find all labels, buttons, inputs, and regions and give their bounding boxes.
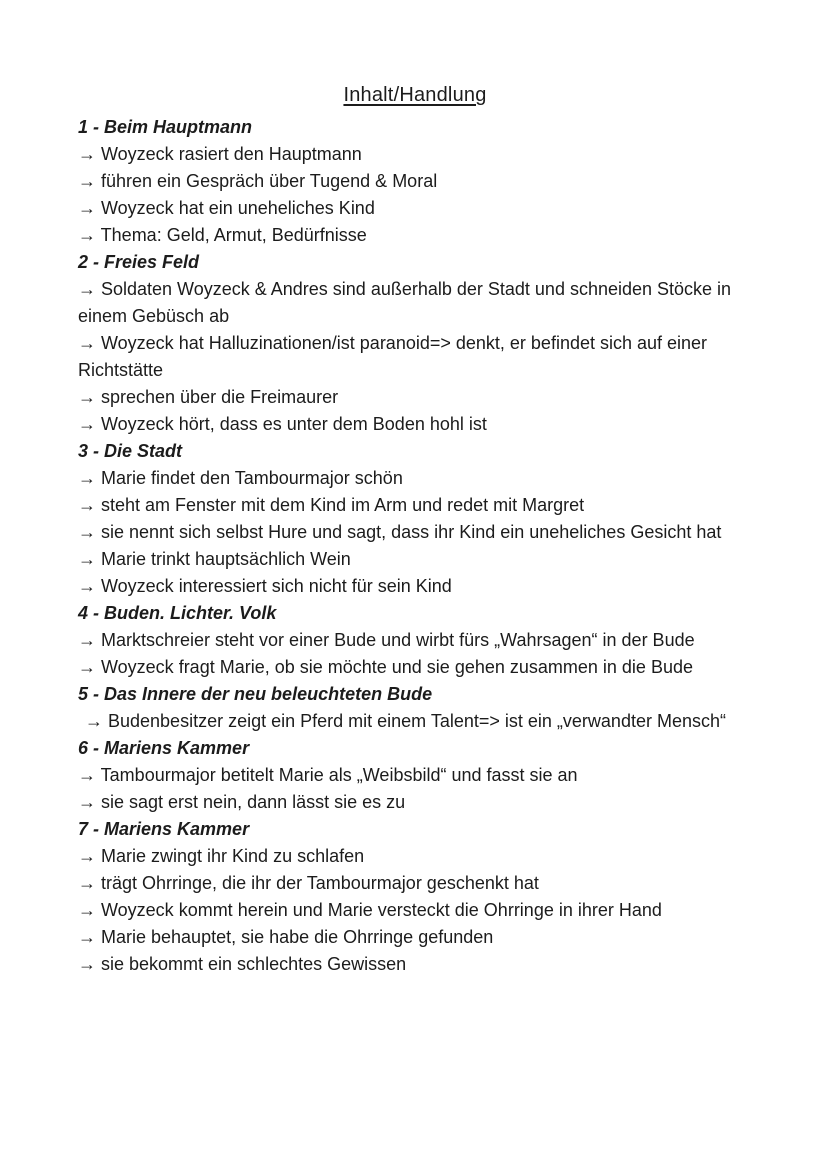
list-item: → Marie zwingt ihr Kind zu schlafen — [78, 846, 365, 866]
list-item: → Woyzeck kommt herein und Marie versteckt die Ohrringe in ihrer Hand — [78, 900, 662, 920]
list-item: → sie sagt erst nein, dann lässt sie es zu — [78, 792, 406, 812]
section-freies-feld — [78, 249, 752, 438]
page-title: Inhalt/Handlung — [343, 84, 487, 106]
list-item: → Thema: Geld, Armut, Bedürfnisse — [78, 225, 367, 245]
list-item: → sie nennt sich selbst Hure und sagt, dass ihr Kind ein uneheliches Gesicht hat — [78, 522, 722, 542]
list-item: → Woyzeck hat ein uneheliches Kind — [78, 198, 375, 218]
list-item: → steht am Fenster mit dem Kind im Arm und redet mit Margret — [78, 495, 585, 515]
section-buden-lichter-volk — [78, 600, 752, 681]
list-item: → Tambourmajor betitelt Marie als „Weibsbild“ und fasst sie an — [78, 765, 578, 785]
list-item: → führen ein Gespräch über Tugend & Moral — [78, 171, 438, 191]
section-mariens-kammer-6 — [78, 735, 752, 816]
list-item: → Woyzeck interessiert sich nicht für sein Kind — [78, 576, 452, 596]
list-item: → Woyzeck fragt Marie, ob sie möchte und sie gehen zusammen in die Bude — [78, 657, 693, 677]
document-content — [78, 114, 752, 978]
list-item: → Marie trinkt hauptsächlich Wein — [78, 549, 351, 569]
list-item: → Woyzeck rasiert den Hauptmann — [78, 144, 362, 164]
section-die-stadt — [78, 438, 752, 600]
list-item: → Soldaten Woyzeck & Andres sind außerhalb der Stadt und schneiden Stöcke in einem Gebüsch ab — [78, 279, 732, 326]
list-item: → Woyzeck hört, dass es unter dem Boden hohl ist — [78, 414, 487, 434]
section-heading: 6 - Mariens Kammer — [78, 738, 250, 758]
section-heading: 1 - Beim Hauptmann — [78, 117, 253, 137]
list-item: → sie bekommt ein schlechtes Gewissen — [78, 954, 407, 974]
section-heading: 3 - Die Stadt — [78, 441, 183, 461]
section-heading: 5 - Das Innere der neu beleuchteten Bude — [78, 684, 433, 704]
section-heading: 7 - Mariens Kammer — [78, 819, 250, 839]
section-das-innere-der-bude — [78, 681, 752, 735]
list-item: → Budenbesitzer zeigt ein Pferd mit einem Talent=> ist ein „verwandter Mensch“ — [85, 711, 726, 731]
list-item: → sprechen über die Freimaurer — [78, 387, 339, 407]
section-heading: 2 - Freies Feld — [78, 252, 200, 272]
list-item: → Marktschreier steht vor einer Bude und wirbt fürs „Wahrsagen“ in der Bude — [78, 630, 695, 650]
section-beim-hauptmann — [78, 114, 752, 249]
list-item: → trägt Ohrringe, die ihr der Tambourmajor geschenkt hat — [78, 873, 539, 893]
list-item: → Marie findet den Tambourmajor schön — [78, 468, 403, 488]
list-item: → Marie behauptet, sie habe die Ohrringe gefunden — [78, 927, 494, 947]
section-mariens-kammer-7 — [78, 816, 752, 978]
section-heading: 4 - Buden. Lichter. Volk — [78, 603, 277, 623]
list-item: → Woyzeck hat Halluzinationen/ist paranoid=> denkt, er befindet sich auf einer Richtstätte — [78, 333, 708, 380]
